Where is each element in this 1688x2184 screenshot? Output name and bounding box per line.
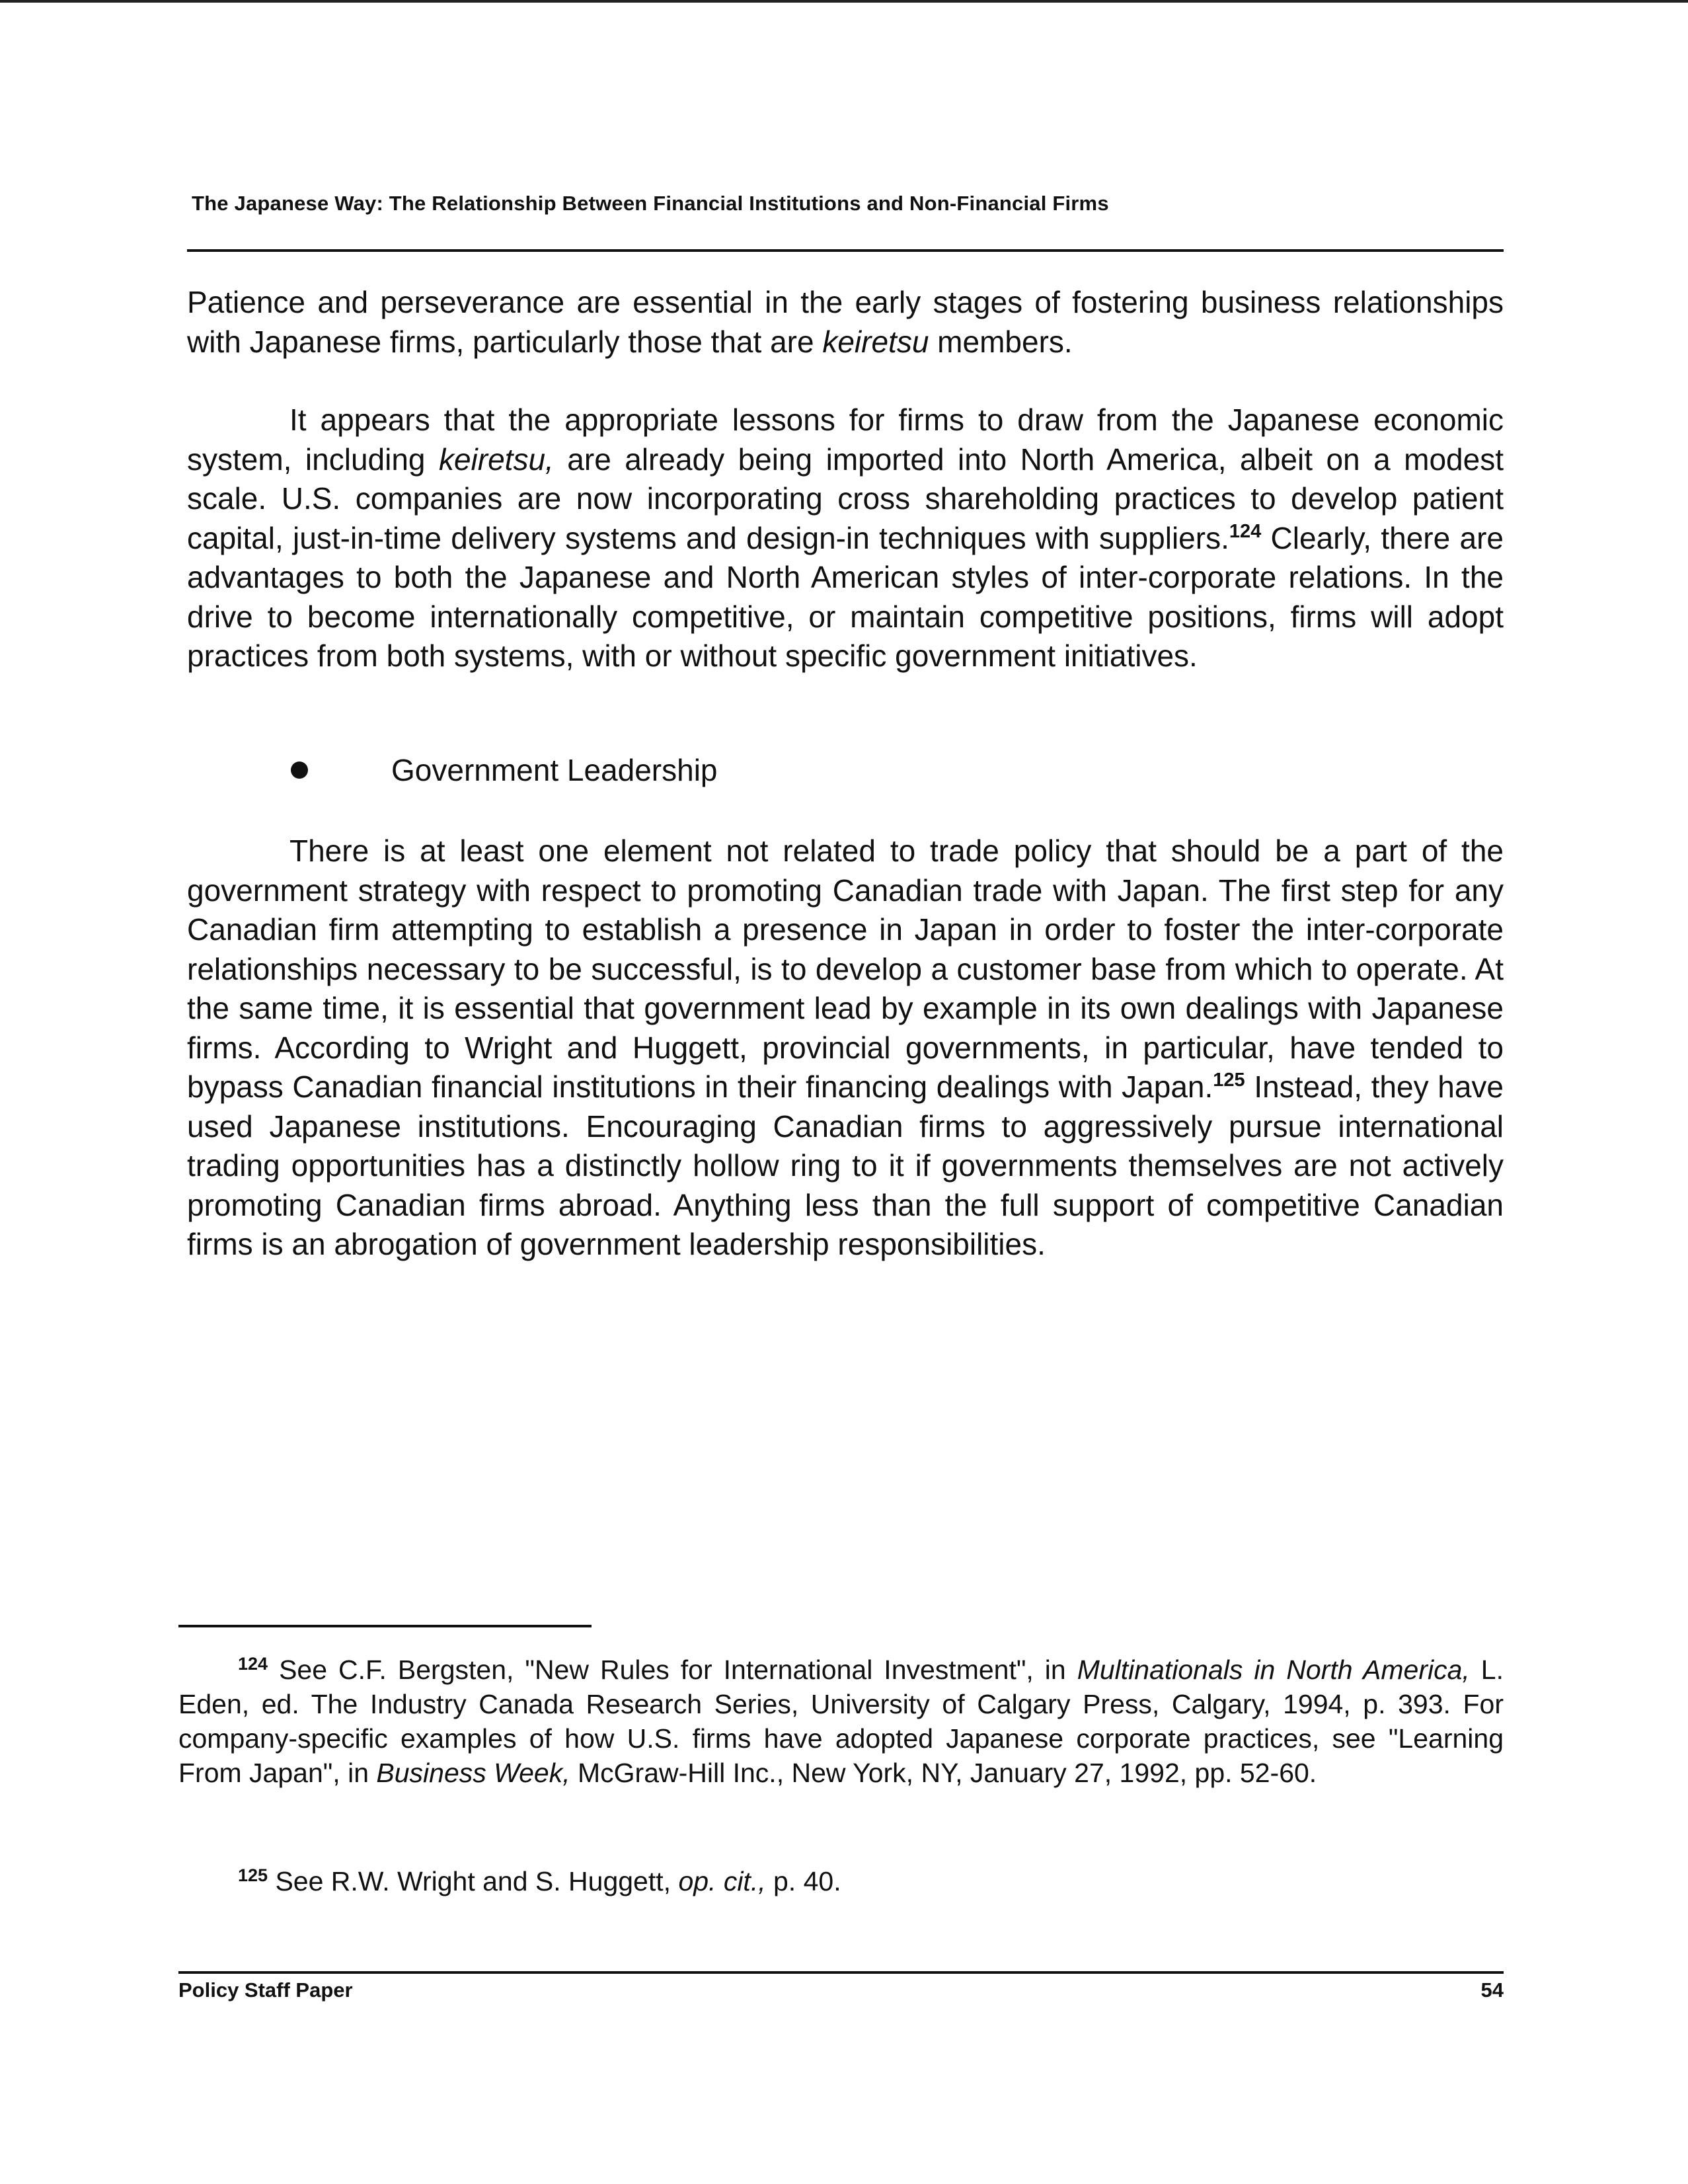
paragraph-3-text-b: Instead, they have used Japanese institutions. Encouraging Canadian firms to aggressively pursue international trading opportunities has a distinctly hollow ring to it if governments themselves are not actively promoting Canadian firms abroad. Anything less than the full support of competitive Canadian firms is an abrogation of government leadership responsibilities. [187, 1070, 1504, 1261]
footnote-ref-124: 124 [1229, 520, 1262, 542]
paragraph-3 [187, 832, 1504, 1265]
bullet-dot-icon [291, 761, 308, 779]
footnote-124-text-b: L. Eden, ed. The Industry Canada Research Series, University of Calgary Press, Calgary, 1994, p. 393. For company-specific examples of how U.S. firms have adopted Japanese corporate practices, see "Learning From Japan", in [178, 1655, 1504, 1788]
paragraph-2 [187, 401, 1504, 676]
footnote-124-text-a: See C.F. Bergsten, "New Rules for International Investment", in [268, 1655, 1077, 1685]
page-number: 54 [1480, 1978, 1504, 2002]
bullet-heading-label: Government Leadership [391, 753, 718, 787]
paragraph-1-keiretsu: keiretsu [822, 324, 929, 359]
paragraph-1 [187, 283, 1504, 362]
footnote-124-title-b: Business Week, [376, 1758, 570, 1788]
paragraph-3-text-a: There is at least one element not related to trade policy that should be a part of the government strategy with respect to promoting Canadian trade with Japan. The first step for any Canadian firm attempting to establish a presence in Japan in order to foster the inter-corporate relationships necessary to be successful, is to develop a customer base from which to operate. At the same time, it is essential that government lead by example in its own dealings with Japanese firms. According to Wright and Huggett, provincial governments, in particular, have tended to bypass Canadian financial institutions in their financing dealings with Japan. [187, 834, 1504, 1104]
footnote-125-text-b: p. 40. [765, 1866, 841, 1896]
bullet-heading [291, 750, 952, 790]
footnote-124-number: 124 [238, 1654, 268, 1674]
running-header: The Japanese Way: The Relationship Between Financial Institutions and Non-Financial Firms [192, 192, 1109, 215]
paragraph-1-text-a: Patience and perseverance are essential in the early stages of fostering business relationships with Japanese firms, particularly those that are [187, 285, 1504, 359]
header-rule [187, 249, 1504, 252]
footnote-124-title-a: Multinationals in North America, [1077, 1655, 1470, 1685]
footnote-125-text-a: See R.W. Wright and S. Huggett, [268, 1866, 679, 1896]
paragraph-2-text-a: It appears that the appropriate lessons for firms to draw from the Japanese economic system, including [187, 403, 1504, 477]
paragraph-2-text-c: Clearly, there are advantages to both the Japanese and North American styles of inter-corporate relations. In the drive to become internationally competitive, or maintain competitive positions, firms will adopt practices from both systems, with or without specific government initiatives. [187, 520, 1504, 673]
footnote-125-title: op. cit., [678, 1866, 766, 1896]
paragraph-1-text-b: members. [929, 324, 1073, 359]
footnote-125-number: 125 [238, 1865, 268, 1885]
footer-publication: Policy Staff Paper [178, 1978, 353, 2002]
scan-edge-line [0, 0, 1688, 3]
footnote-separator [178, 1625, 592, 1627]
footnote-124-text-c: McGraw-Hill Inc., New York, NY, January 27, 1992, pp. 52-60. [570, 1758, 1317, 1788]
footnote-124 [178, 1653, 1504, 1790]
paragraph-2-keiretsu: keiretsu, [438, 442, 554, 477]
footer-rule [178, 1971, 1504, 1974]
paragraph-2-text-b: are already being imported into North America, albeit on a modest scale. U.S. companies are now incorporating cross shareholding practices to develop patient capital, just-in-time delivery systems and design-in techniques with suppliers. [187, 442, 1504, 555]
footnote-ref-125: 125 [1213, 1070, 1245, 1091]
footnote-125 [178, 1864, 1504, 1898]
